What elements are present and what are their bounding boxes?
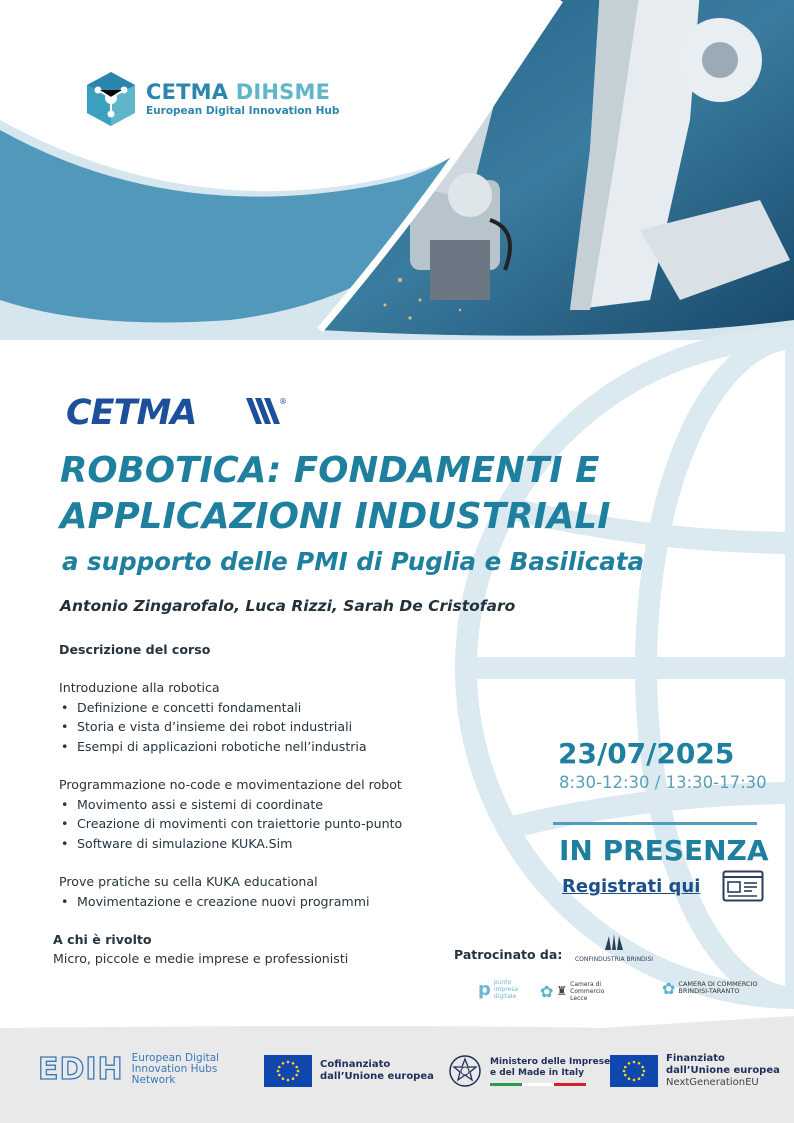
confindustria-label: CONFINDUSTRIA BRINDISI <box>574 956 654 963</box>
event-time: 8:30-12:30 / 13:30-17:30 <box>559 773 767 792</box>
course-authors: Antonio Zingarofalo, Luca Rizzi, Sarah De Cristofaro <box>60 597 516 615</box>
ministry-logo <box>448 1052 610 1090</box>
list-item: • Movimento assi e sistemi di coordinate <box>59 795 479 814</box>
section-heading: Prove pratiche su cella KUKA educational <box>59 874 318 890</box>
registration-form-icon[interactable] <box>722 870 764 902</box>
hub-name: CETMA DIHSME <box>146 80 331 104</box>
camera-brindisi-label: CAMERA DI COMMERCIO BRINDISI-TARANTO <box>678 980 758 995</box>
ministry-label: Ministero delle Imprese e del Made in Italy <box>490 1057 610 1086</box>
financed-label: Finanziato dall’Unione europea NextGenerationEU <box>666 1053 780 1088</box>
italian-flag-stripe <box>490 1083 586 1086</box>
description-heading: Descrizione del corso <box>59 642 211 657</box>
footer-wave <box>0 1016 794 1036</box>
eu-flag-icon <box>610 1055 658 1087</box>
list-item: • Creazione di movimenti con traiettorie punto-punto <box>59 814 479 833</box>
target-audience <box>53 930 348 968</box>
dots-icon: ✿ <box>540 982 554 1001</box>
course-subtitle: a supporto delle PMI di Puglia e Basilicata <box>62 547 645 576</box>
footer <box>0 1028 794 1123</box>
event-date: 23/07/2025 <box>558 737 735 770</box>
target-text: Micro, piccole e medie imprese e professionisti <box>53 951 349 966</box>
section-heading: Programmazione no-code e movimentazione del robot <box>59 777 402 793</box>
edih-label: European Digital Innovation Hubs Network <box>131 1052 220 1086</box>
list-item: • Movimentazione e creazione nuovi programmi <box>59 892 479 911</box>
camera-lecce-logo <box>540 981 622 1002</box>
hero-banner <box>0 0 794 340</box>
cetma-logo <box>66 394 290 430</box>
section-programming <box>59 775 479 853</box>
financed-eu-logo <box>610 1053 780 1089</box>
edih-wordmark: EDIH <box>38 1052 124 1087</box>
patronage-label: Patrocinato da: <box>454 947 563 962</box>
list-item: • Definizione e concetti fondamentali <box>59 698 479 717</box>
camera-brindisi-logo <box>662 978 774 998</box>
divider <box>553 822 757 825</box>
section-introduction <box>59 678 479 756</box>
pid-label: punto impresa digitale <box>493 979 519 1000</box>
confindustria-logo <box>574 934 654 963</box>
hub-hexagon-icon <box>84 70 138 128</box>
hub-tagline: European Digital Innovation Hub <box>146 105 340 117</box>
section-practice <box>59 872 479 911</box>
eu-flag-icon <box>264 1055 312 1087</box>
pid-icon: p <box>478 978 491 1000</box>
section-heading: Introduzione alla robotica <box>59 680 220 696</box>
camera-lecce-label: Camera di Commercio Lecce <box>570 981 605 1002</box>
course-description <box>59 640 479 931</box>
event-mode: IN PRESENZA <box>559 834 769 867</box>
edih-network-logo <box>38 1052 230 1087</box>
target-heading: A chi è rivolto <box>53 932 152 947</box>
list-item: • Esempi di applicazioni robotiche nell’industria <box>59 737 479 756</box>
cetma-wordmark: CETMA <box>66 394 197 430</box>
italy-emblem-icon <box>448 1052 482 1090</box>
cetma-dihsme-logo <box>84 70 339 128</box>
register-link[interactable]: Registrati qui <box>562 876 701 897</box>
dots-icon: ✿ <box>662 978 676 998</box>
registered-mark: ® <box>279 397 287 406</box>
sponsor-logos <box>478 977 788 1005</box>
course-title: ROBOTICA: FONDAMENTI E APPLICAZIONI INDUSTRIALI <box>60 450 611 537</box>
cofinanced-eu-logo <box>264 1055 434 1087</box>
punto-impresa-logo <box>478 979 520 1000</box>
list-item: • Software di simulazione KUKA.Sim <box>59 834 479 853</box>
list-item: • Storia e vista d’insieme dei robot industriali <box>59 717 479 736</box>
cofinanced-label: Cofinanziato dall’Unione europea <box>320 1059 434 1082</box>
crest-icon: ♜ <box>556 984 568 998</box>
confindustria-emblem-icon <box>603 934 625 952</box>
